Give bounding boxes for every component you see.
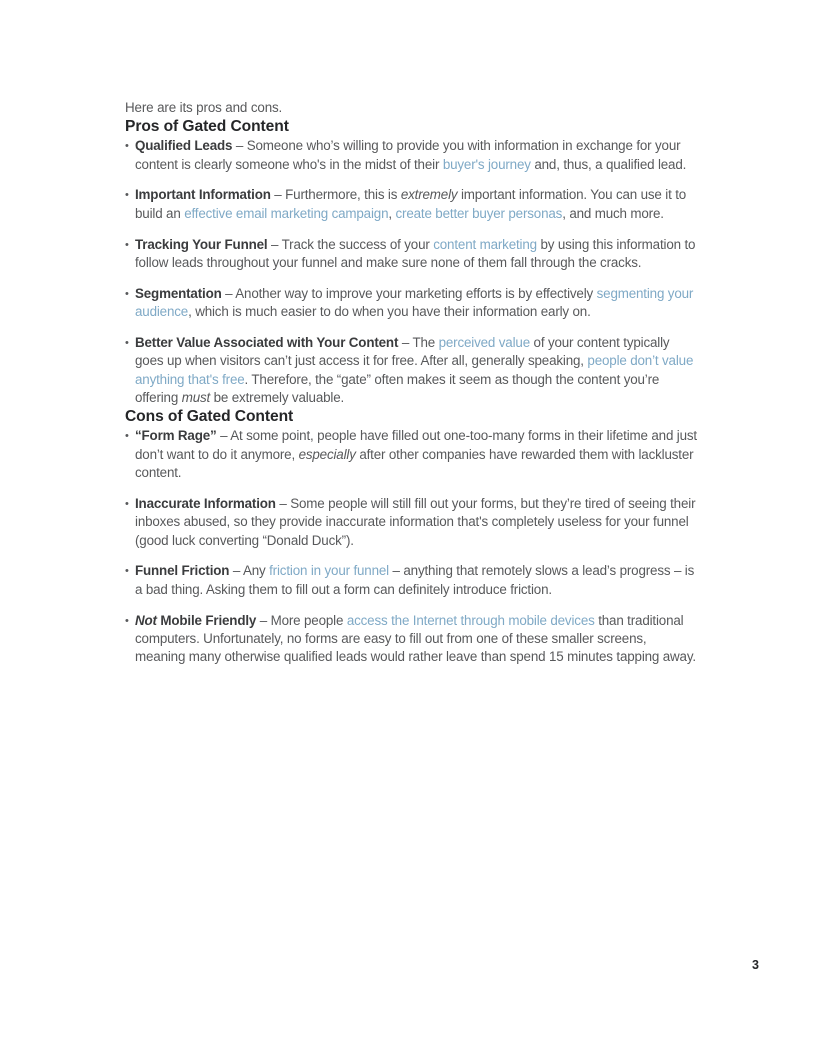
- bullet-item: • Better Value Associated with Your Content – The perceived value of your content typically goes up when visitors can’t just access it for free. After all, generally speaking, people don’t value anything that's free. Therefore, the “gate” often makes it seem as though the content you’re offering must be extremely valuable.: [125, 334, 697, 407]
- bullet-item: • Segmentation – Another way to improve your marketing efforts is by effectively segmenting your audience, which is much easier to do when you have their information early on.: [125, 285, 697, 322]
- page-number: 3: [752, 958, 759, 972]
- bullet-term: Inaccurate Information: [135, 495, 276, 511]
- bullet-item: • Not Mobile Friendly – More people access the Internet through mobile devices than traditional computers. Unfortunately, no forms are easy to fill out from one of these smaller screens, meaning many otherwise qualified leads would rather leave than spend 15 minutes tapping away.: [125, 612, 697, 667]
- cons-bullet-list: [125, 427, 697, 666]
- bullet-term: Not Mobile Friendly: [135, 612, 257, 628]
- bullet-item: • Important Information – Furthermore, this is extremely important information. You can use it to build an effective email marketing campaign, create better buyer personas, and much more.: [125, 186, 697, 223]
- emphasis-text: must: [181, 390, 211, 406]
- inline-link[interactable]: people don’t value anything that's free: [135, 353, 694, 387]
- bullet-term: Better Value Associated with Your Content: [135, 335, 399, 351]
- inline-link[interactable]: friction in your funnel: [269, 563, 389, 579]
- inline-link[interactable]: access the Internet through mobile devices: [346, 612, 595, 628]
- emphasis-text: extremely: [400, 187, 458, 203]
- page-content: [125, 99, 697, 667]
- inline-link[interactable]: segmenting your audience: [135, 285, 694, 320]
- section-heading-cons: Cons of Gated Content: [125, 408, 294, 426]
- emphasis-text: especially: [298, 446, 356, 462]
- inline-link[interactable]: create better buyer personas: [395, 205, 563, 221]
- bullet-term: Tracking Your Funnel: [135, 236, 268, 252]
- inline-link[interactable]: content marketing: [433, 236, 537, 252]
- inline-link[interactable]: buyer's journey: [442, 156, 531, 172]
- inline-link[interactable]: perceived value: [438, 335, 530, 351]
- bullet-item: • Tracking Your Funnel – Track the success of your content marketing by using this information to follow leads throughout your funnel and make sure none of them fall through the cracks.: [125, 236, 697, 273]
- bullet-term: “Form Rage”: [135, 428, 217, 444]
- intro-paragraph: Here are its pros and cons.: [125, 100, 283, 115]
- bullet-term: Funnel Friction: [135, 563, 230, 579]
- bullet-term: Qualified Leads: [135, 138, 233, 154]
- bullet-item: • Inaccurate Information – Some people will still fill out your forms, but they’re tired of seeing their inboxes abused, so they provide inaccurate information that's completely useless for your funnel (good luck converting “Donald Duck”).: [125, 495, 697, 550]
- bullet-term: Segmentation: [135, 285, 222, 301]
- section-heading-pros: Pros of Gated Content: [125, 118, 289, 136]
- bullet-term-italic: Not: [135, 612, 157, 628]
- pros-bullet-list: [125, 137, 697, 407]
- bullet-term: Important Information: [135, 187, 271, 203]
- bullet-item: • Qualified Leads – Someone who’s willing to provide you with information in exchange for your content is clearly someone who's in the midst of their buyer's journey and, thus, a qualified lead.: [125, 137, 697, 174]
- bullet-item: • Funnel Friction – Any friction in your funnel – anything that remotely slows a lead’s progress – is a bad thing. Asking them to fill out a form can definitely introduce friction.: [125, 562, 697, 599]
- bullet-item: • “Form Rage” – At some point, people have filled out one-too-many forms in their lifetime and just don’t want to do it anymore, especially after other companies have rewarded them with lackluster content.: [125, 427, 697, 482]
- inline-link[interactable]: effective email marketing campaign: [184, 205, 389, 221]
